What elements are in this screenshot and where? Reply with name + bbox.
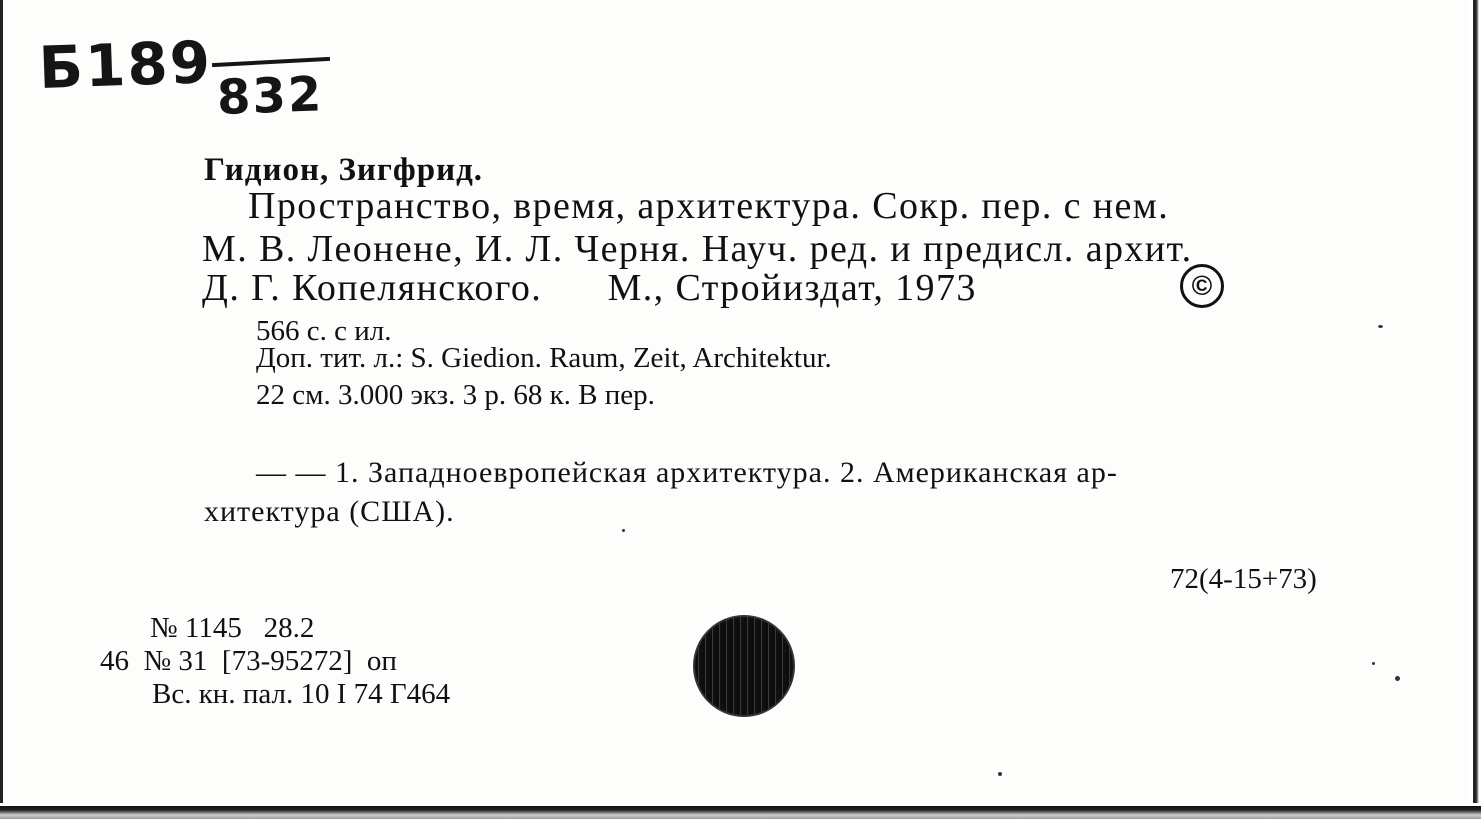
card-bottom-edge bbox=[0, 803, 1481, 819]
call-number-fraction-line bbox=[212, 57, 330, 67]
call-number-main: Б189 bbox=[37, 27, 214, 102]
collation-size-price: 22 см. 3.000 экз. 3 р. 68 к. В пер. bbox=[256, 379, 655, 411]
reference-line-2: 46 № 31 [73-95272] оп bbox=[100, 645, 397, 677]
dust-speck bbox=[1395, 676, 1400, 681]
call-number-sub: 832 bbox=[216, 66, 325, 126]
dust-speck bbox=[622, 529, 625, 532]
classification-code: 72(4-15+73) bbox=[1170, 563, 1317, 595]
card-left-edge bbox=[0, 0, 3, 819]
subject-line-1: — — 1. Западноевропейская архитектура. 2. Американская ар- bbox=[256, 456, 1118, 489]
card-right-edge bbox=[1470, 0, 1481, 805]
subject-line-2: хитектура (США). bbox=[204, 495, 455, 528]
reference-line-1: № 1145 28.2 bbox=[150, 612, 315, 644]
reference-line-3: Вс. кн. пал. 10 I 74 Г464 bbox=[152, 678, 451, 710]
dust-speck bbox=[998, 772, 1002, 776]
dust-speck bbox=[1378, 325, 1383, 328]
collation-pages: 566 с. с ил. bbox=[256, 315, 392, 347]
title-line-2: М. В. Леонене, И. Л. Черня. Науч. ред. и предисл. архит. bbox=[202, 228, 1193, 270]
title-line-1: Пространство, время, архитектура. Сокр. пер. с нем. bbox=[248, 185, 1170, 227]
collation-additional-title: Доп. тит. л.: S. Giedion. Raum, Zeit, Architektur. bbox=[256, 342, 832, 374]
author-heading: Гидион, Зигфрид. bbox=[204, 152, 484, 188]
title-line-3: Д. Г. Копелянского. М., Стройиздат, 1973 bbox=[202, 267, 977, 309]
copyright-icon: © bbox=[1180, 264, 1224, 308]
punch-hole bbox=[695, 617, 793, 715]
dust-speck bbox=[1372, 662, 1375, 665]
